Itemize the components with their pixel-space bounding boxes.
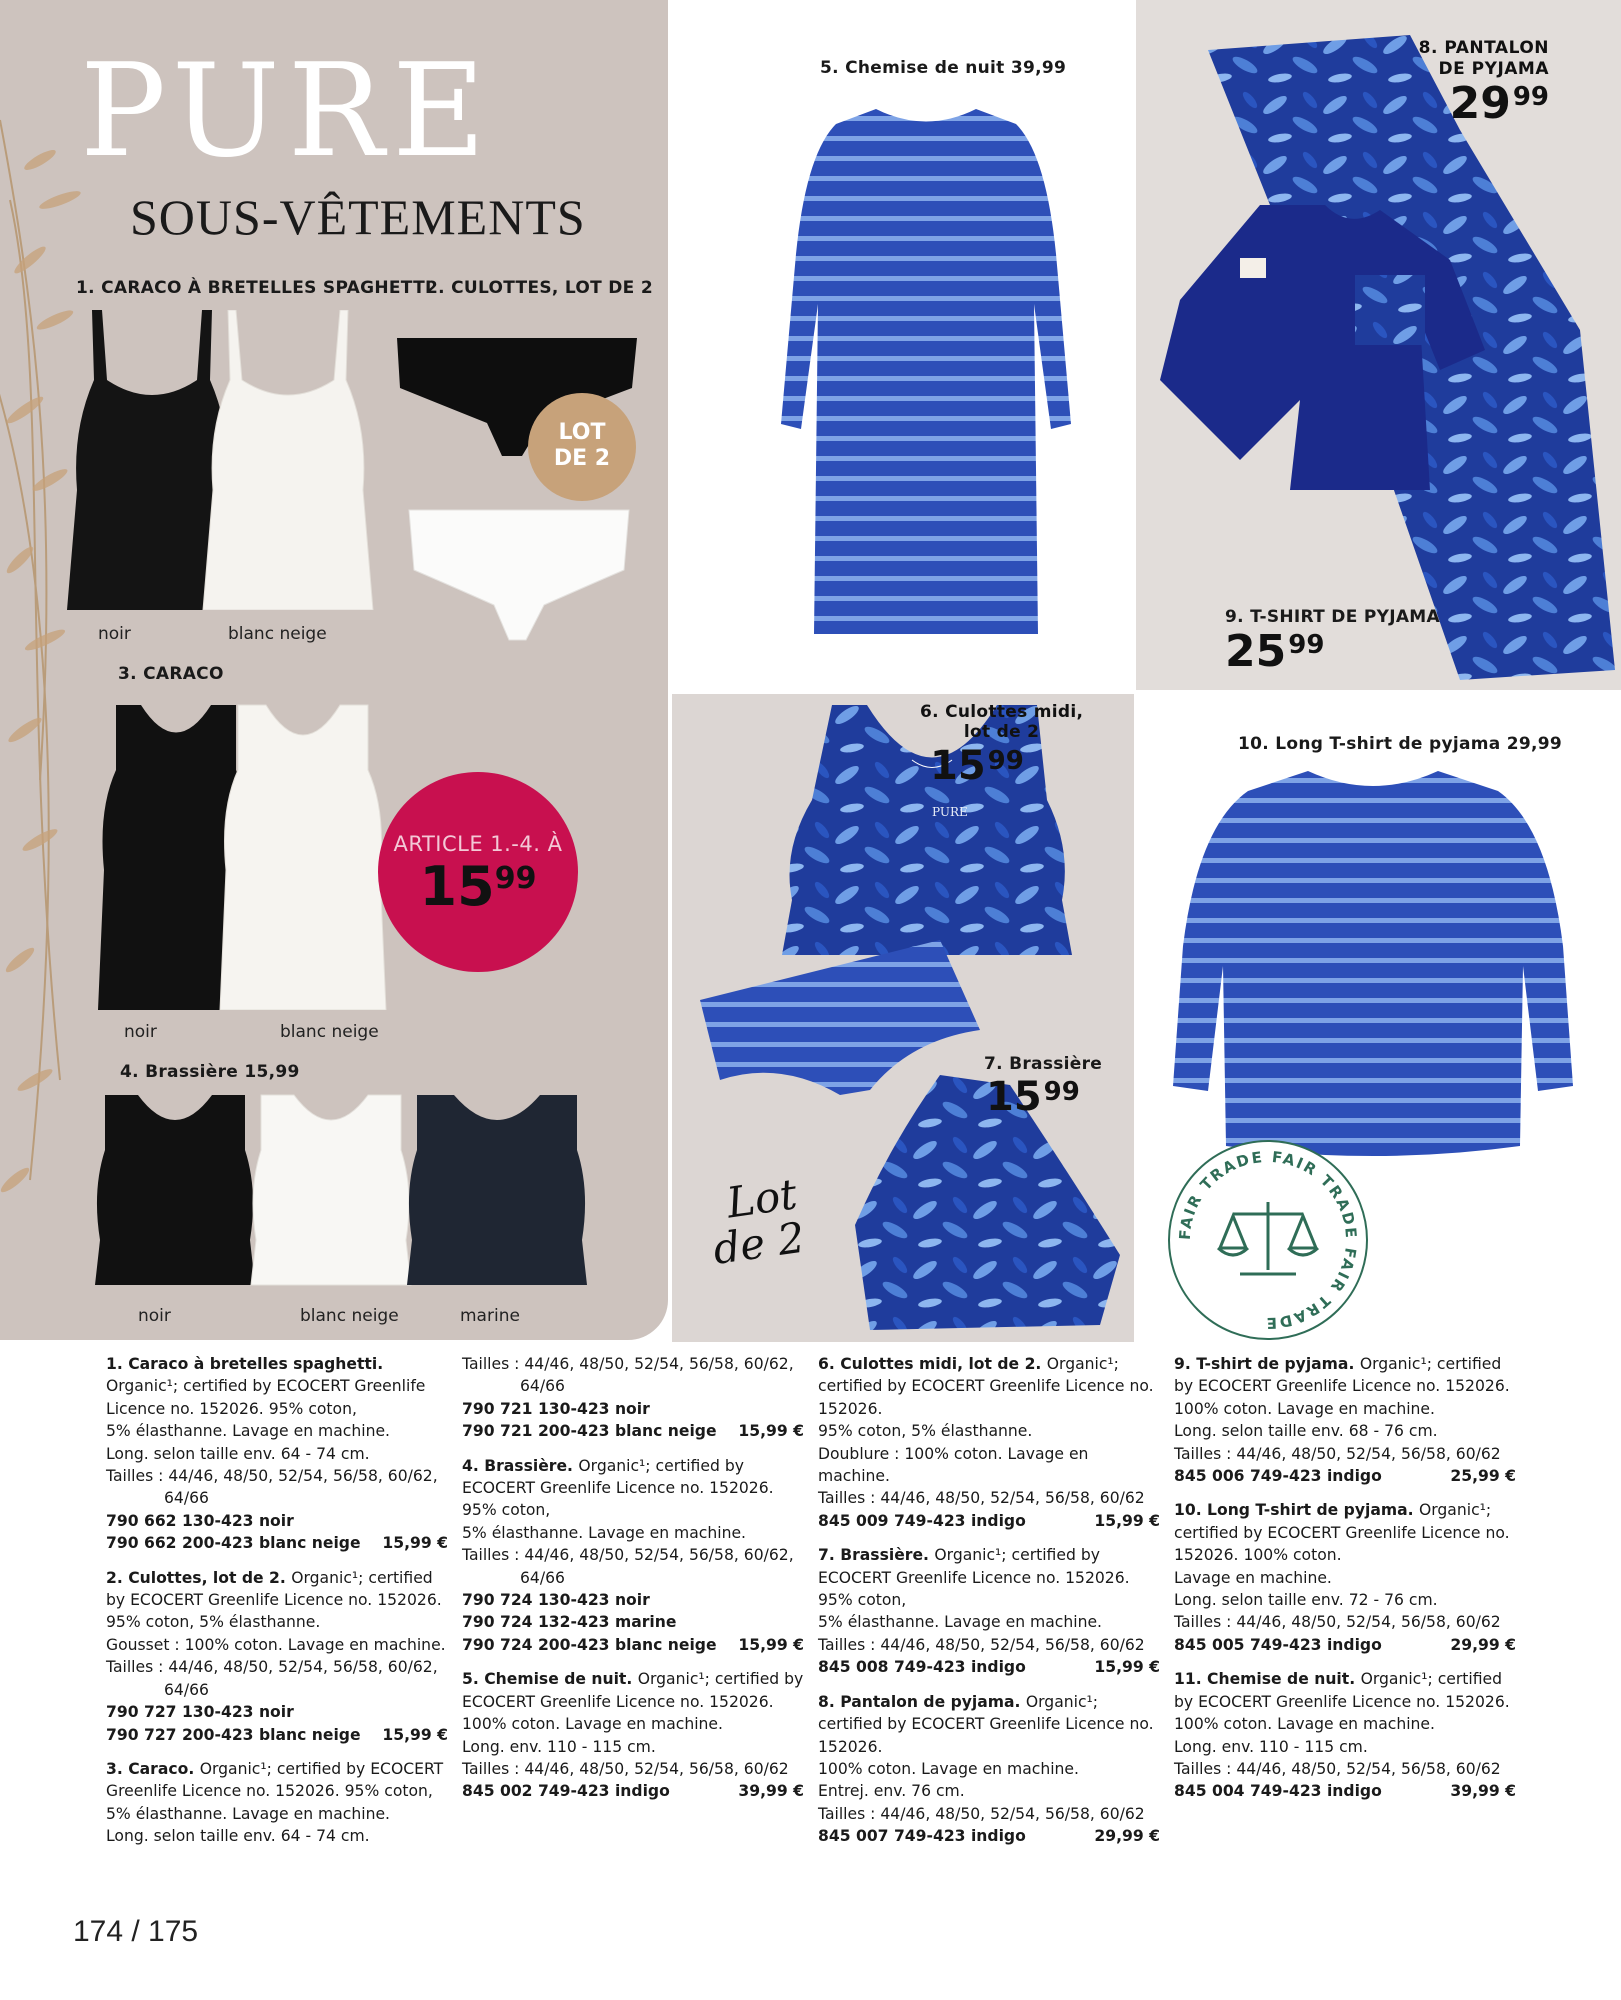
description-entry (1174, 1668, 1516, 1802)
description-entry (1174, 1499, 1516, 1656)
article-price: 15,99 € (382, 1725, 448, 1744)
page-number: 174 / 175 (73, 1915, 199, 1948)
description-line: Tailles : 44/46, 48/50, 52/54, 56/58, 60/62 (1174, 1759, 1501, 1778)
lot-badge (528, 393, 636, 501)
lot-badge-line2: DE 2 (553, 446, 611, 471)
description-first-line (1174, 1668, 1516, 1713)
article-badge-text: ARTICLE 1.-4. À (393, 832, 563, 856)
description-line: 5% élasthanne. Lavage en machine. (106, 1422, 391, 1441)
description-column-1 (106, 1353, 448, 1860)
article-price: 29,99 € (1094, 1827, 1160, 1846)
caraco-white-image (198, 310, 378, 610)
article-price: 39,99 € (738, 1782, 804, 1801)
description-first-line (106, 1567, 448, 1612)
description-entry (818, 1544, 1160, 1678)
brassiere-color-blanc: blanc neige (300, 1306, 399, 1326)
description-line: Long. selon taille env. 64 - 74 cm. (106, 1444, 370, 1463)
chemise-label: 5. Chemise de nuit 39,99 (820, 58, 1067, 78)
culottes-midi-label-line2: lot de 2 (963, 722, 1040, 742)
article-code: 790 727 130-423 noir (106, 1703, 294, 1722)
article-code: 790 721 200-423 blanc neige (462, 1422, 717, 1441)
description-text: Organic¹; certified by ECOCERT Greenlife Licence no. 152026. 95% coton, (106, 1759, 444, 1801)
article-code: 845 007 749-423 indigo (818, 1827, 1026, 1846)
culottes-midi-price-dec: 99 (987, 746, 1024, 776)
brassiere-marine-image (402, 1090, 592, 1290)
description-line: Tailles : 44/46, 48/50, 52/54, 56/58, 60/62, (106, 1467, 438, 1486)
article-code-row (818, 1825, 1160, 1847)
description-title: 11. Chemise de nuit. (1174, 1670, 1361, 1689)
brassiere-white-image (246, 1090, 416, 1290)
description-text: Organic¹; certified by ECOCERT Greenlife Licence no. 152026. (1174, 1355, 1510, 1396)
description-entry (106, 1353, 448, 1555)
description-line: 100% coton. Lavage en machine. (818, 1759, 1079, 1778)
article-code-row (106, 1701, 448, 1723)
brassiere7-price-main: 15 (986, 1074, 1042, 1120)
article-code-row (462, 1634, 804, 1656)
description-line: Entrej. env. 76 cm. (818, 1782, 965, 1801)
article-code-row (462, 1780, 804, 1802)
brassiere-color-marine: marine (460, 1306, 520, 1326)
brassiere7-label: 7. Brassière (984, 1054, 1103, 1074)
description-text: Organic¹; certified by ECOCERT Greenlife Licence no. 152026. 95% coton, (462, 1456, 774, 1520)
description-line: Tailles : 44/46, 48/50, 52/54, 56/58, 60/62 (1174, 1613, 1501, 1632)
pantalon-label-line2: DE PYJAMA (1438, 59, 1549, 79)
description-entry (462, 1668, 804, 1802)
description-line-indent: 64/66 (164, 1489, 209, 1508)
lot-badge-line1: LOT (558, 420, 606, 445)
caraco-color-noir: noir (98, 624, 131, 644)
lot-script-line1: Lot (723, 1169, 800, 1228)
culottes-midi-label-line1: 6. Culottes midi, (920, 702, 1084, 722)
description-line: Long. env. 110 - 115 cm. (1174, 1737, 1368, 1756)
pantalon-price (1449, 78, 1549, 129)
article-code: 790 724 132-423 marine (462, 1613, 677, 1632)
article-code: 790 727 200-423 blanc neige (106, 1725, 361, 1744)
description-line: Tailles : 44/46, 48/50, 52/54, 56/58, 60/62, (106, 1658, 438, 1677)
article-price: 25,99 € (1450, 1467, 1516, 1486)
article-code-row (818, 1656, 1160, 1678)
tshirt-price (1225, 626, 1325, 677)
article-code-row (1174, 1780, 1516, 1802)
description-entry (462, 1353, 804, 1443)
description-line: Long. selon taille env. 68 - 76 cm. (1174, 1422, 1438, 1441)
description-line: Tailles : 44/46, 48/50, 52/54, 56/58, 60/62 (818, 1635, 1145, 1654)
article-code: 790 662 130-423 noir (106, 1511, 294, 1530)
description-entry (106, 1567, 448, 1746)
article-code: 790 721 130-423 noir (462, 1399, 650, 1418)
description-title: 7. Brassière. (818, 1546, 935, 1565)
description-line: 5% élasthanne. Lavage en machine. (462, 1523, 747, 1542)
culottes-midi-price-main: 15 (930, 743, 986, 789)
description-text: Organic¹; certified by ECOCERT Greenlife Licence no. 152026. (106, 1568, 442, 1610)
description-line: 5% élasthanne. Lavage en machine. (818, 1613, 1103, 1632)
brand-title: PURE (80, 37, 494, 186)
article-price: 15,99 € (1094, 1658, 1160, 1677)
description-text: Organic¹; certified by ECOCERT Greenlife Licence no. 152026. 95% coton, (818, 1546, 1130, 1610)
description-first-line (106, 1758, 448, 1803)
description-first-line (106, 1353, 448, 1420)
article-code-row (1174, 1465, 1516, 1487)
description-line: Tailles : 44/46, 48/50, 52/54, 56/58, 60/62, (462, 1546, 794, 1565)
description-text: Organic¹; certified by ECOCERT Greenlife Licence no. 152026. 95% coton, (106, 1377, 426, 1418)
caraco3-white-image (218, 700, 388, 1010)
description-first-line (818, 1353, 1160, 1420)
description-entry (1174, 1353, 1516, 1487)
description-first-line (462, 1668, 804, 1713)
description-line-indent: 64/66 (164, 1680, 209, 1699)
description-text: Organic¹; certified by ECOCERT Greenlife Licence no. 152026. (818, 1355, 1154, 1418)
long-tshirt-label: 10. Long T-shirt de pyjama 29,99 (1238, 734, 1563, 754)
brassiere7-price-dec: 99 (1043, 1077, 1080, 1107)
article-code-row (462, 1611, 804, 1633)
article-code: 790 724 130-423 noir (462, 1591, 650, 1610)
caraco-color-blanc: blanc neige (228, 624, 327, 644)
description-line: Long. selon taille env. 72 - 76 cm. (1174, 1591, 1438, 1610)
description-entry (818, 1691, 1160, 1848)
caraco3-color-noir: noir (124, 1022, 157, 1042)
description-first-line (462, 1455, 804, 1522)
description-title: 3. Caraco. (106, 1759, 200, 1778)
pantalon-label-line1: 8. PANTALON (1418, 38, 1549, 58)
caraco-header: 1. CARACO À BRETELLES SPAGHETTI (76, 278, 432, 298)
description-title: 10. Long T-shirt de pyjama. (1174, 1501, 1419, 1520)
article-badge-price-dec: 99 (494, 861, 537, 896)
article-code: 845 005 749-423 indigo (1174, 1635, 1382, 1654)
description-first-line (818, 1691, 1160, 1758)
caraco3-color-blanc: blanc neige (280, 1022, 379, 1042)
article-code: 845 002 749-423 indigo (462, 1782, 670, 1801)
description-line: 95% coton, 5% élasthanne. (818, 1422, 1033, 1441)
article-code-row (462, 1398, 804, 1420)
description-line: Tailles : 44/46, 48/50, 52/54, 56/58, 60/62 (1174, 1444, 1501, 1463)
article-badge-price-main: 15 (419, 855, 495, 918)
tshirt-label: 9. T-SHIRT DE PYJAMA (1225, 607, 1440, 627)
culottes-midi-label (920, 702, 1083, 742)
description-title: 1. Caraco à bretelles spaghetti. (106, 1355, 384, 1373)
description-title: 9. T-shirt de pyjama. (1174, 1355, 1360, 1373)
brassiere-black-image (90, 1090, 260, 1290)
description-line-indent: 64/66 (520, 1568, 565, 1587)
description-line: 5% élasthanne. Lavage en machine. (106, 1804, 391, 1823)
description-title: 2. Culottes, lot de 2. (106, 1568, 292, 1587)
brassiere-header: 4. Brassière 15,99 (120, 1062, 300, 1082)
description-first-line (462, 1353, 804, 1375)
description-title: 4. Brassière. (462, 1456, 579, 1475)
description-title: 5. Chemise de nuit. (462, 1670, 638, 1689)
article-price: 15,99 € (738, 1422, 804, 1441)
description-line: 95% coton, 5% élasthanne. (106, 1613, 321, 1632)
description-entry (106, 1758, 448, 1848)
article-code: 845 004 749-423 indigo (1174, 1782, 1382, 1801)
article-code-row (818, 1510, 1160, 1532)
lot-script (704, 1169, 808, 1274)
article-code-row (106, 1724, 448, 1746)
description-text: Organic¹; certified by ECOCERT Greenlife Licence no. 152026. (1174, 1670, 1510, 1711)
description-line: Tailles : 44/46, 48/50, 52/54, 56/58, 60/62 (818, 1804, 1145, 1823)
pantalon-label (1419, 38, 1549, 80)
article-code-row (462, 1589, 804, 1611)
description-first-line (1174, 1499, 1516, 1566)
description-text: Organic¹; certified by ECOCERT Greenlife Licence no. 152026. 100% coton. (1174, 1501, 1510, 1565)
description-line: Lavage en machine. (1174, 1568, 1332, 1587)
description-title: 6. Culottes midi, lot de 2. (818, 1355, 1047, 1373)
description-line: 100% coton. Lavage en machine. (1174, 1399, 1435, 1418)
article-code-row (462, 1420, 804, 1442)
brassiere7-price (986, 1074, 1080, 1120)
dried-grass-decoration (0, 80, 120, 1260)
description-line: 100% coton. Lavage en machine. (462, 1715, 723, 1734)
description-entry (818, 1353, 1160, 1532)
fair-trade-icon (1168, 1140, 1368, 1340)
description-column-2 (462, 1353, 804, 1815)
description-entry (462, 1455, 804, 1657)
culottes-white-image (404, 495, 634, 645)
fair-trade-text: FAIR TRADE FAIR TRADE FAIR TRADE (1175, 1147, 1361, 1333)
description-text: Tailles : 44/46, 48/50, 52/54, 56/58, 60/62, (462, 1355, 794, 1373)
article-code: 790 662 200-423 blanc neige (106, 1534, 361, 1553)
description-line: Long. env. 110 - 115 cm. (462, 1737, 656, 1756)
description-line: Tailles : 44/46, 48/50, 52/54, 56/58, 60/62 (818, 1489, 1145, 1508)
brand-subtitle: SOUS-VÊTEMENTS (130, 189, 586, 245)
article-price: 39,99 € (1450, 1782, 1516, 1801)
description-text: Organic¹; certified by ECOCERT Greenlife Licence no. 152026. (462, 1670, 804, 1711)
pure-tag: PURE (932, 805, 968, 819)
description-line: Long. selon taille env. 64 - 74 cm. (106, 1827, 370, 1846)
article-price: 29,99 € (1450, 1635, 1516, 1654)
description-first-line (1174, 1353, 1516, 1398)
article-code-row (1174, 1634, 1516, 1656)
pantalon-price-main: 29 (1449, 78, 1511, 129)
tshirt-price-main: 25 (1225, 626, 1287, 677)
description-first-line (818, 1544, 1160, 1611)
tshirt-price-dec: 99 (1288, 630, 1325, 660)
culottes-header: 2. CULOTTES, LOT DE 2 (426, 278, 653, 298)
article-code-row (106, 1532, 448, 1554)
article-price: 15,99 € (1094, 1511, 1160, 1530)
article-code: 845 009 749-423 indigo (818, 1511, 1026, 1530)
article-code: 790 724 200-423 blanc neige (462, 1635, 717, 1654)
description-column-4 (1174, 1353, 1516, 1815)
description-line: 100% coton. Lavage en machine. (1174, 1715, 1435, 1734)
description-line: Tailles : 44/46, 48/50, 52/54, 56/58, 60/62 (462, 1759, 789, 1778)
culottes-midi-price (930, 743, 1024, 789)
description-line: Gousset : 100% coton. Lavage en machine. (106, 1635, 446, 1654)
description-line-indent: 64/66 (520, 1377, 565, 1396)
pyjama-tshirt-image (1150, 200, 1490, 500)
article-price-badge (378, 772, 578, 972)
article-code: 845 008 749-423 indigo (818, 1658, 1026, 1677)
lot-script-line2: de 2 (710, 1212, 808, 1274)
description-line: Doublure : 100% coton. Lavage en machine. (818, 1444, 1089, 1486)
description-column-3 (818, 1353, 1160, 1860)
pantalon-price-dec: 99 (1512, 82, 1549, 112)
description-title: 8. Pantalon de pyjama. (818, 1692, 1026, 1711)
chemise-de-nuit-image (776, 104, 1076, 644)
caraco3-header: 3. CARACO (118, 664, 224, 684)
brassiere-color-noir: noir (138, 1306, 171, 1326)
article-price: 15,99 € (738, 1635, 804, 1654)
long-tshirt-image (1168, 766, 1578, 1166)
article-price: 15,99 € (382, 1534, 448, 1553)
article-code-row (106, 1510, 448, 1532)
article-code: 845 006 749-423 indigo (1174, 1467, 1382, 1486)
description-text: Organic¹; certified by ECOCERT Greenlife Licence no. 152026. (818, 1692, 1154, 1756)
